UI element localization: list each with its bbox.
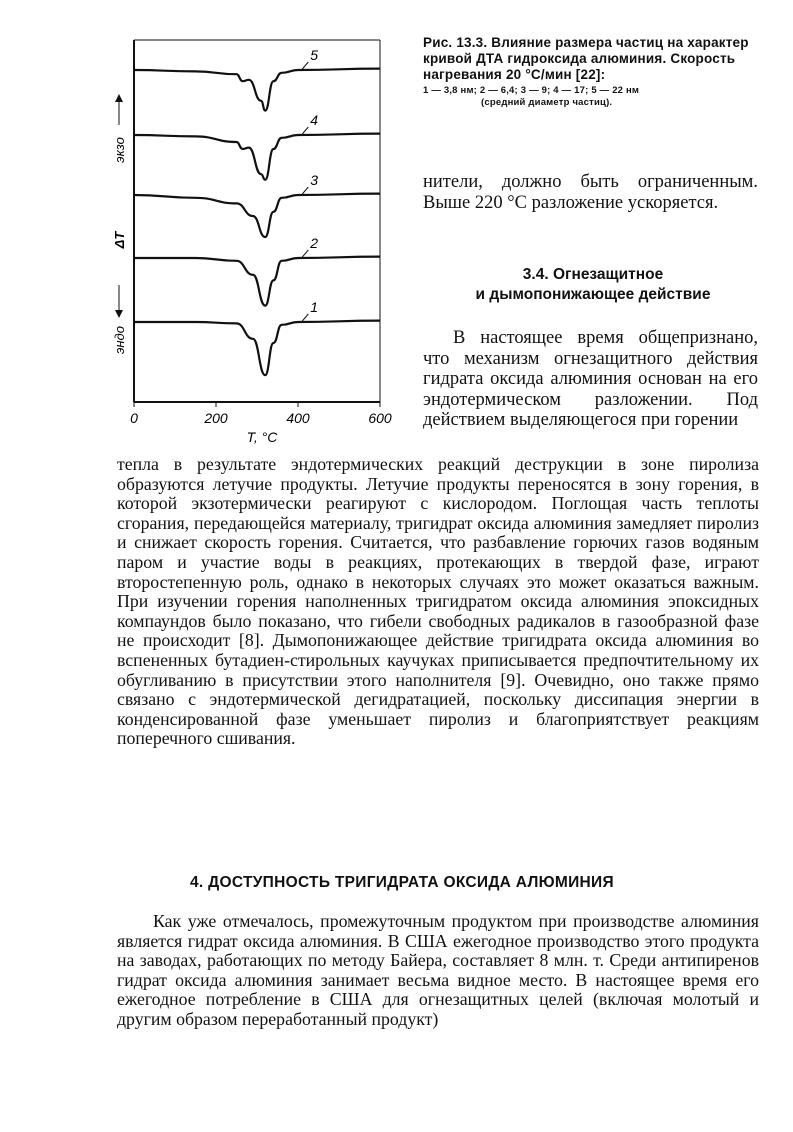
chapter-title: 4. ДОСТУПНОСТЬ ТРИГИДРАТА ОКСИДА АЛЮМИНИЯ bbox=[190, 874, 614, 891]
dta-curve-4 bbox=[134, 134, 380, 180]
y-label-delta-t: ΔT bbox=[112, 231, 127, 249]
curve-label-1: 1 bbox=[310, 299, 319, 315]
curve-label-leader bbox=[302, 127, 308, 134]
dta-curve-3 bbox=[134, 194, 380, 237]
y-axis-labels bbox=[112, 94, 127, 354]
x-tick-label: 400 bbox=[286, 410, 310, 426]
curve-label-3: 3 bbox=[310, 172, 319, 188]
dta-chart bbox=[110, 30, 405, 450]
section-title-line1: 3.4. Огнезащитное bbox=[522, 266, 664, 283]
arrow-down-head-icon bbox=[115, 310, 123, 318]
figure-caption bbox=[423, 35, 763, 109]
section-title bbox=[423, 265, 763, 305]
dta-curve-1 bbox=[134, 321, 380, 376]
paragraph-full-2: Как уже отмечалось, промежуточным продуктом при производстве алюминия является гидрат оксида алюминия. В США ежегодное производство этого продукта на заводах, работающих по методу Байера, составляет 8 млн. т. Среди антипиренов гидрат оксида алюминия занимает весьма видное место. В настоящее время его ежегодное потребление в США для огнезащитных целей (включая молотый и другим образом переработанный продукт) bbox=[117, 911, 759, 1029]
dta-curve-5 bbox=[134, 69, 380, 111]
curve-label-2: 2 bbox=[310, 235, 319, 251]
section-title-line2: и дымопонижающее действие bbox=[475, 286, 711, 303]
dta-curve-2 bbox=[134, 257, 380, 306]
paragraph-side-1: нители, должно быть ограниченным. Выше 220 °С разложение ускоряется. bbox=[423, 172, 758, 213]
x-tick-label: 600 bbox=[368, 410, 392, 426]
x-ticks bbox=[130, 402, 392, 426]
paragraph-side-2: В настоящее время общепризнано, что механизм огнезащитного действия гидрата оксида алюминия основан на его эндотермическом разложении. Под действием выделяющегося при горении bbox=[423, 328, 758, 430]
curve-label-leader bbox=[302, 250, 308, 257]
curve-label-leader bbox=[302, 314, 308, 321]
paragraph-full-1: тепла в результате эндотермических реакций деструкции в зоне пиролиза образуются летучие продукты. Летучие продукты переносятся в зону горения, в которой экзотермически реагируют с кислородом. Поглощая часть теплоты сгорания, передающейся материалу, тригидрат оксида алюминия замедляет пиролиз и снижает скорость горения. Считается, что разбавление горючих газов водяным паром и участие воды в реакциях, протекающих в твердой фазе, играют второстепенную роль, однако в некоторых случаях это может оказаться важным. При изучении горения наполненных тригидратом оксида алюминия эпоксидных компаундов было показано, что гибели свободных радикалов в газообразной фазе не происходит [8]. Дымопонижающее действие тригидрата оксида алюминия во вспененных бутадиен-стирольных каучуках приписывается предпочтительному их обугливанию в присутствии этого наполнителя [9]. Очевидно, оно также прямо связано с эндотермической дегидратацией, поскольку диссипация энергии в конденсированной фазе уменьшает пиролиз и благоприятствует реакциям поперечного сшивания. bbox=[117, 454, 759, 749]
caption-legend: 1 — 3,8 нм; 2 — 6,4; 3 — 9; 4 — 17; 5 — 22 нм bbox=[423, 85, 640, 96]
caption-legend-note: (средний диаметр частиц). bbox=[481, 97, 613, 108]
caption-title: Рис. 13.3. Влияние размера частиц на характер кривой ДТА гидроксида алюминия. Скорость нагревания 20 °С/мин [22]: bbox=[423, 35, 749, 82]
curve-label-leader bbox=[302, 187, 308, 194]
y-label-endo: эндо bbox=[112, 326, 127, 354]
curve-label-4: 4 bbox=[310, 112, 319, 128]
arrow-up-head-icon bbox=[115, 94, 123, 102]
curve-label-leader bbox=[302, 62, 308, 69]
y-label-exo: экзо bbox=[112, 137, 127, 163]
dta-curves bbox=[134, 47, 380, 375]
x-axis-label: T, °C bbox=[246, 429, 278, 445]
x-tick-label: 0 bbox=[130, 410, 138, 426]
x-tick-label: 200 bbox=[204, 410, 228, 426]
curve-label-5: 5 bbox=[310, 47, 319, 63]
dta-figure bbox=[110, 30, 405, 450]
